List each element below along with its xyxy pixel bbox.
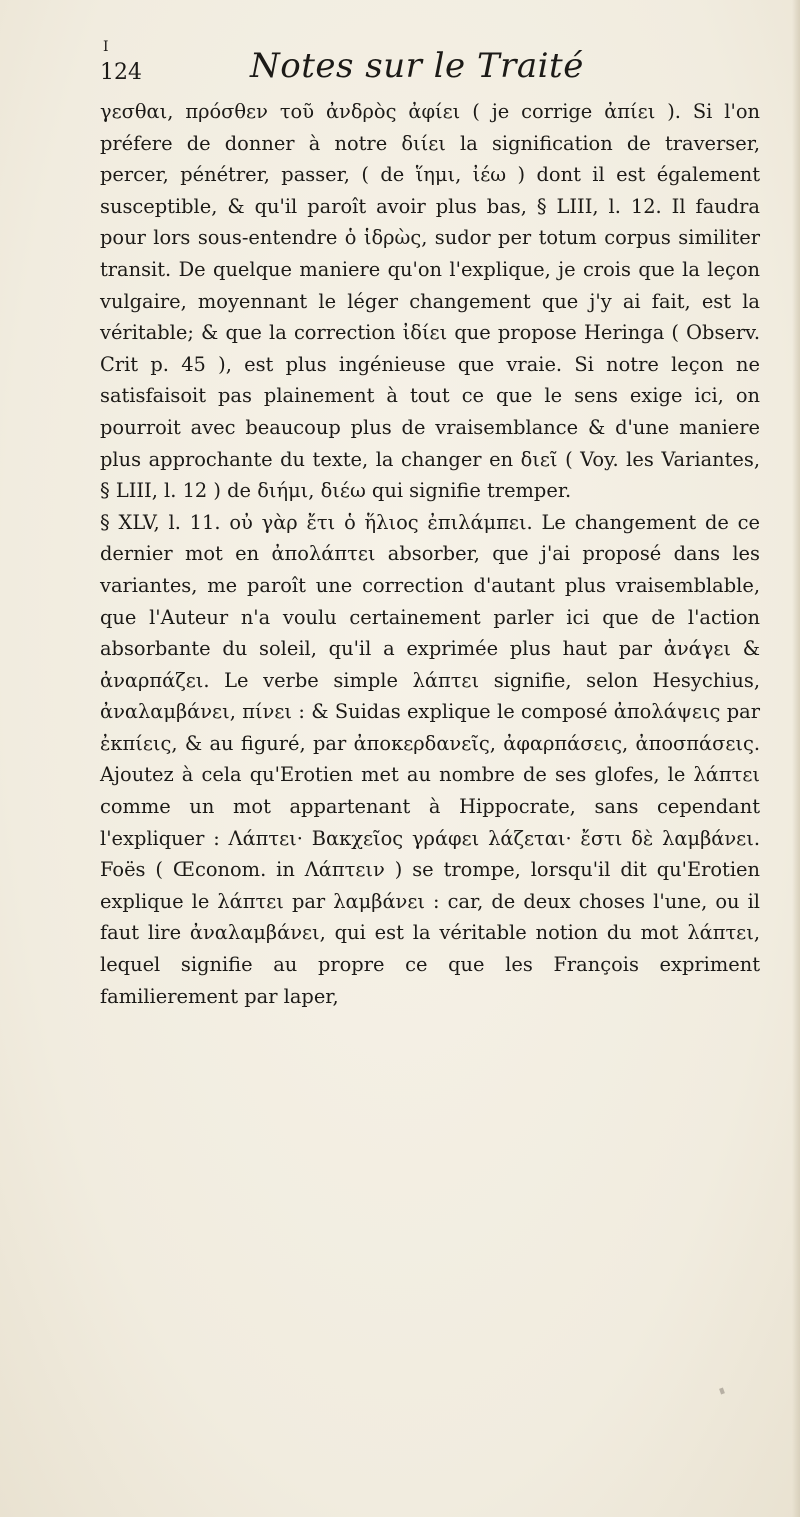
page-edge-shadow [792,0,800,1517]
page-number: 124 [100,60,142,85]
paragraph-section-xlv: § XLV, l. 11. οὐ γὰρ ἔτι ὁ ἥλιος ἐπιλάμπει. Le changement de ce dernier mot en ἀπολάπτει absorber, que j'ai proposé dans les variantes, me paroît une correction d'autant plus vraisemblable, que l'Auteur n'a voulu certainement parler ici que de l'action absorbante du soleil, qu'il a exprimée plus haut par ἀνάγει & ἀναρπάζει. Le verbe simple λάπτει signifie, selon Hesychius, ἀναλαμβάνει, πίνει : & Suidas explique le composé ἀπολάψεις par ἐκπίεις, & au figuré, par ἀποκερδανεῖς, ἀφαρπάσεις, ἀποσπάσεις. Ajoutez à cela qu'Erotien met au nombre de ses glofes, le λάπτει comme un mot appartenant à Hippocrate, sans cependant l'expliquer : Λάπτει· Βακχεῖος γράφει λάζεται· ἔστι δὲ λαμβάνει. Foës ( Œconom. in Λάπτειν ) se trompe, lorsqu'il dit qu'Erotien explique le λάπτει par λαμβάνει : car, de deux choses l'une, ou il faut lire ἀναλαμβάνει, qui est la véritable notion du mot λάπτει, lequel signifie au propre ce que les François expriment familierement par laper, [100,510,760,1008]
body-text [100,96,760,1012]
signature-mark: I [103,39,109,55]
page-header [100,40,760,90]
running-title: Notes sur le Traité [250,46,584,86]
ink-smudge [719,1387,725,1394]
paragraph-continuation: γεσθαι, πρόσθεν τοῦ ἀνδρὸς ἀφίει ( je corrige ἀπίει ). Si l'on préfere de donner à notre διίει la signification de traverser, percer, pénétrer, passer, ( de ἵημι, ἰέω ) dont il est également susceptible, & qu'il paroît avoir plus bas, § LIII, l. 12. Il faudra pour lors sous-entendre ὁ ἱδρὼς, sudor per totum corpus similiter transit. De quelque maniere qu'on l'explique, je crois que la leçon vulgaire, moyennant le léger changement que j'y ai fait, est la véritable; & que la correction ἰδίει que propose Heringa ( Observ. Crit p. 45 ), est plus ingénieuse que vraie. Si notre leçon ne satisfaisoit pas plainement à tout ce que le sens exige ici, on pourroit avec beaucoup plus de vraisemblance & d'une maniere plus approchante du texte, la changer en διεῖ ( Voy. les Variantes, § LIII, l. 12 ) de διήμι, διέω qui signifie tremper. [100,100,760,503]
